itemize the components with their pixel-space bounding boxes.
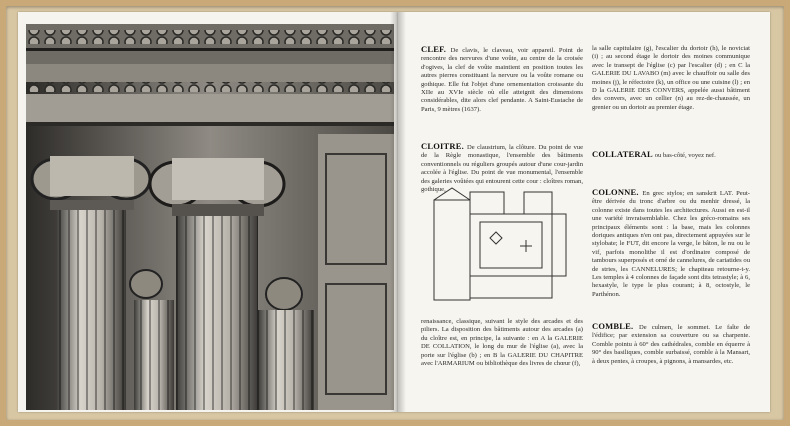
entry-comble bbox=[592, 322, 750, 366]
entry-term-comble: COMBLE. bbox=[592, 321, 639, 331]
entry-colonne bbox=[592, 188, 750, 299]
entry-text-cloitre-right: la salle capitulaire (g), l'escalier du dortoir (h), le noviciat (i) ; au second étage le dortoir des moines communique avec le transept de l'église (c) par l'escalier (d) ; en C la GALERIE DU LAVABO (m) avec le chauffoir ou salle des moines (j), le réfectoire (k), un office ou une cuisine (l) ; en D la GALERIE DES CONVERS, appelée aussi bâtiment des convers, avec un cellier (n) au rez-de-chaussée, un grenier ou un dortoir au premier étage. bbox=[592, 45, 750, 111]
entry-clef bbox=[421, 45, 583, 114]
entry-text-cloitre: De claustrium, la clôture. Du point de vue de la Règle monastique, l'ensemble des bâtiments conventionnels ou réguliers groupés autour d'une cour-jardin accolée à l'église. Du point de vue monumental, l'ensemble des galeries voûtées qui entourent cette cour : cloîtres roman, gothique, bbox=[421, 144, 583, 194]
entry-term-cloitre: CLOITRE. bbox=[421, 141, 467, 151]
ionic-columns-photo bbox=[26, 24, 394, 410]
cloister-plan-diagram bbox=[428, 186, 570, 308]
entry-text-collateral: ou bas-côté, voyez nef. bbox=[654, 152, 716, 159]
book-gutter bbox=[390, 12, 406, 412]
entry-text-cloitre-continued: renaissance, classique, suivant le style des arcades et des piliers. La disposition des bâtiments autour des arcades (a) du cloître est, en principe, la suivante : en A la GALERIE DE COLLATION, le long du mur de l'église (a), avec la porte sur l'église (b) ; en B la GALERIE DU CHAPITRE avec l'ARMARIUM ou bibliothèque des livres de chœur (f), bbox=[421, 318, 583, 368]
entry-text-clef: De clavis, le claveau, voir appareil. Point de rencontre des nervures d'une voûte, au centre de la croisée d'ogives, la clef de voûte maintient en position toutes les autres pierres constituant la nervure ou la voûte romane ou gothique. Elle fut l'objet d'une ornementation croissante du XIIe au XVIe siècle où elle atteignit des dimensions considérables, dite alors clef pendante. A Saint-Eustache de Paris, 9 mètres (1637). bbox=[421, 47, 583, 113]
entry-text-colonne: En grec stylos; en sanskrit LAT. Peut-être dérivée du tronc d'arbre ou du menhir dressé, la colonne existe dans toutes les architectures. Aussi en est-il une variété invraisemblable. Chez les gréco-romains ses principaux éléments sont : la base, mais les colonnes doriques antiques n'en ont pas, directement appuyées sur le stylobate; le FUT, dit encore la verge, le bâton, le nu ou le vif, parfois monolithe il est d'ordinaire composé de tambours superposés et orné de cannelures, de cariatides ou de stries, les CANNELURES; le chapiteau retourne-t-y. Les temples à 4 colonnes de façade sont dits tetrastyle; à 6, hexastyle, le type le plus courant; à 8, octostyle, le Parthénon. bbox=[592, 190, 750, 298]
entry-text-comble: De culmen, le sommet. Le faîte de l'édifice; par extension sa couverture ou sa charpente. Comble pointu à 60° des cathédrales, comble en équerre à 90° des basiliques, comble surbaissé, comble à la Mansart, à deux pentes, à croupes, à pignons, à mansardes, etc. bbox=[592, 324, 750, 365]
entry-term-collateral: COLLATERAL bbox=[592, 149, 655, 159]
entry-cloitre-continued bbox=[421, 318, 583, 368]
entry-cloitre-right-column bbox=[592, 45, 750, 112]
entry-collateral bbox=[592, 150, 750, 160]
entry-term-clef: CLEF. bbox=[421, 44, 451, 54]
entry-term-colonne: COLONNE. bbox=[592, 187, 643, 197]
